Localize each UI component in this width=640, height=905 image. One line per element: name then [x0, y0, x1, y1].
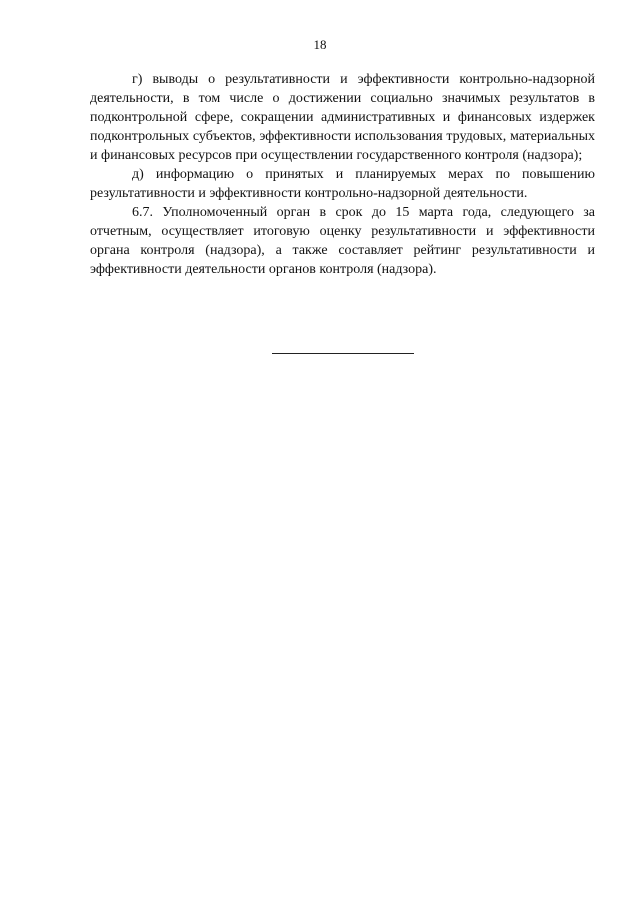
end-separator-line	[272, 353, 414, 354]
page-number: 18	[313, 37, 327, 52]
paragraph-6-7: 6.7. Уполномоченный орган в срок до 15 марта года, следующего за отчетным, осуществляет итоговую оценку результативности и эффективности органа контроля (надзора), а также составляет рейтинг результативности и эффективности деятельности органов контроля (надзора).	[90, 205, 595, 277]
paragraph-conclusions: г) выводы о результативности и эффективности контрольно-надзорной деятельности, в том числе о достижении социально значимых результатов в подконтрольной сфере, сокращении административных и финансовых издержек подконтрольных субъектов, эффективности использования трудовых, материальных и финансовых ресурсов при осуществлении государственного контроля (надзора);	[90, 72, 595, 163]
paragraph-measures: д) информацию о принятых и планируемых мерах по повышению результативности и эффективности контрольно-надзорной деятельности.	[90, 167, 595, 201]
document-body	[90, 70, 595, 279]
